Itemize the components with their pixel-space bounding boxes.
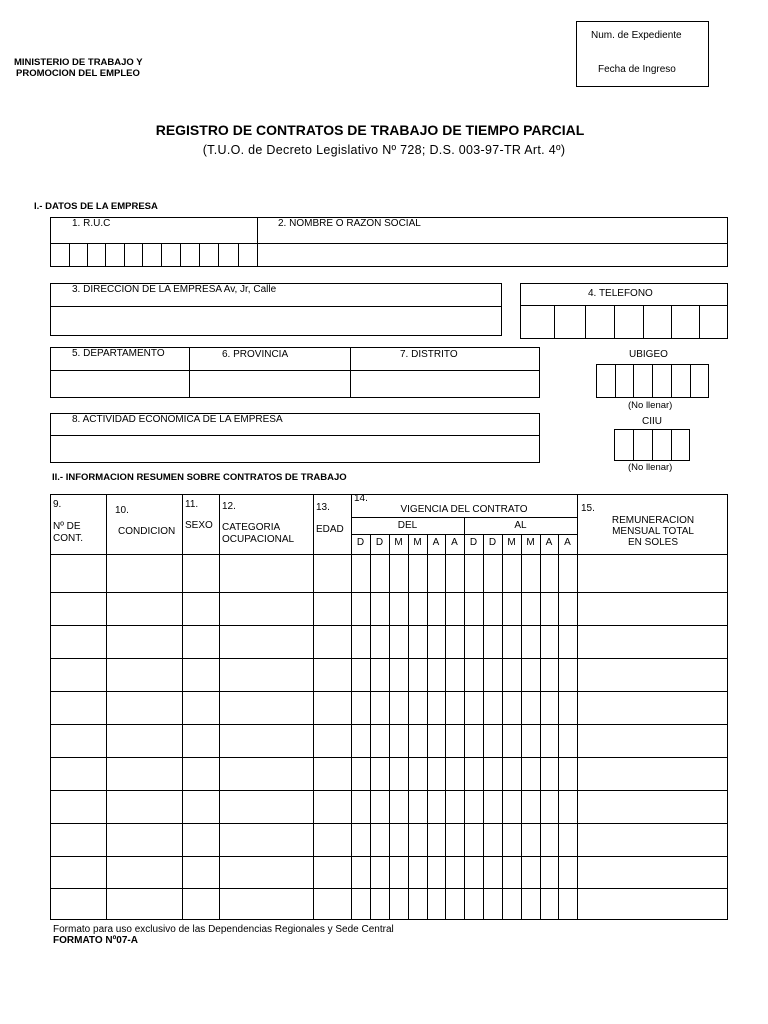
col10-number: 10. — [115, 505, 129, 516]
table-cell-input[interactable] — [390, 791, 408, 823]
table-cell-input[interactable] — [51, 593, 106, 625]
table-cell-input[interactable] — [314, 593, 351, 625]
table-cell-input[interactable] — [578, 555, 728, 592]
table-cell-input[interactable] — [465, 555, 483, 592]
table-cell-input[interactable] — [371, 555, 389, 592]
table-cell-input[interactable] — [522, 758, 540, 790]
table-cell-input[interactable] — [371, 626, 389, 658]
date-letter-2: M — [394, 537, 403, 548]
table-cell-input[interactable] — [390, 857, 408, 888]
table-row — [50, 757, 728, 790]
table-cell-input[interactable] — [446, 626, 464, 658]
table-cell-input[interactable] — [183, 659, 219, 691]
table-cell-input[interactable] — [352, 593, 370, 625]
table-row — [50, 856, 728, 888]
table-cell-input[interactable] — [409, 857, 427, 888]
table-cell-input[interactable] — [183, 889, 219, 920]
table-cell-input[interactable] — [578, 659, 728, 691]
ubigeo-digit-cell[interactable] — [634, 365, 652, 397]
table-cell-input[interactable] — [503, 824, 521, 856]
table-cell-input[interactable] — [107, 791, 182, 823]
table-cell-input[interactable] — [371, 692, 389, 724]
col13-number: 13. — [316, 502, 330, 513]
table-cell-input[interactable] — [390, 593, 408, 625]
telefono-digit-cell[interactable] — [644, 306, 671, 338]
ciiu-label: CIIU — [642, 416, 662, 427]
ruc-digit-cell[interactable] — [51, 244, 68, 266]
table-cell-input[interactable] — [51, 758, 106, 790]
ruc-digit-cell[interactable] — [124, 244, 141, 266]
col15-label-line1: REMUNERACION — [611, 515, 695, 526]
table-cell-input[interactable] — [220, 791, 313, 823]
table-cell-input[interactable] — [107, 824, 182, 856]
table-cell-input[interactable] — [541, 889, 558, 920]
table-row — [50, 592, 728, 625]
vigencia-al-label: AL — [514, 520, 527, 531]
table-cell-input[interactable] — [559, 659, 577, 691]
table-cell-input[interactable] — [409, 758, 427, 790]
ruc-digit-cell[interactable] — [142, 244, 160, 266]
table-cell-input[interactable] — [107, 857, 182, 888]
table-cell-input[interactable] — [183, 555, 219, 592]
ruc-digit-cell[interactable] — [69, 244, 86, 266]
table-cell-input[interactable] — [541, 626, 558, 658]
table-cell-input[interactable] — [183, 626, 219, 658]
distrito-input[interactable] — [351, 371, 539, 397]
table-row — [50, 724, 728, 757]
col12-label-line1: CATEGORIA — [222, 522, 281, 533]
table-cell-input[interactable] — [428, 692, 445, 724]
table-cell-input[interactable] — [390, 692, 408, 724]
table-cell-input[interactable] — [559, 725, 577, 757]
table-cell-input[interactable] — [484, 725, 502, 757]
date-letter-1: D — [375, 537, 384, 548]
table-cell-input[interactable] — [220, 824, 313, 856]
table-cell-input[interactable] — [220, 857, 313, 888]
ubigeo-digit-cell[interactable] — [691, 365, 709, 397]
table-cell-input[interactable] — [559, 889, 577, 920]
table-cell-input[interactable] — [183, 593, 219, 625]
table-cell-input[interactable] — [522, 857, 540, 888]
table-cell-input[interactable] — [484, 626, 502, 658]
table-cell-input[interactable] — [446, 692, 464, 724]
table-cell-input[interactable] — [409, 725, 427, 757]
table-cell-input[interactable] — [107, 659, 182, 691]
table-cell-input[interactable] — [352, 659, 370, 691]
table-cell-input[interactable] — [107, 626, 182, 658]
table-cell-input[interactable] — [371, 725, 389, 757]
nombre-label: 2. NOMBRE O RAZON SOCIAL — [278, 218, 421, 229]
table-cell-input[interactable] — [352, 692, 370, 724]
table-cell-input[interactable] — [314, 626, 351, 658]
table-cell-input[interactable] — [371, 857, 389, 888]
table-cell-input[interactable] — [578, 824, 728, 856]
table-cell-input[interactable] — [428, 626, 445, 658]
telefono-digit-cell[interactable] — [555, 306, 585, 338]
table-cell-input[interactable] — [220, 692, 313, 724]
col13-label: EDAD — [316, 524, 344, 535]
ciiu-digit-cell[interactable] — [615, 430, 633, 460]
table-cell-input[interactable] — [107, 555, 182, 592]
departamento-input[interactable] — [51, 371, 188, 397]
date-letter-4: A — [432, 537, 440, 548]
table-cell-input[interactable] — [446, 889, 464, 920]
table-cell-input[interactable] — [51, 791, 106, 823]
col12-number: 12. — [222, 501, 236, 512]
ubigeo-digit-cell[interactable] — [616, 365, 633, 397]
table-cell-input[interactable] — [503, 725, 521, 757]
table-cell-input[interactable] — [390, 659, 408, 691]
ruc-digit-cell[interactable] — [105, 244, 123, 266]
table-row — [50, 691, 728, 724]
table-cell-input[interactable] — [314, 692, 351, 724]
table-row — [50, 554, 728, 592]
table-cell-input[interactable] — [446, 758, 464, 790]
table-cell-input[interactable] — [183, 857, 219, 888]
section-2-heading: II.- INFORMACION RESUMEN SOBRE CONTRATOS DE TRABAJO — [52, 472, 347, 483]
table-row — [50, 790, 728, 823]
date-letter-5: A — [451, 537, 458, 548]
table-cell-input[interactable] — [484, 659, 502, 691]
table-cell-input[interactable] — [409, 889, 427, 920]
table-cell-input[interactable] — [446, 857, 464, 888]
table-cell-input[interactable] — [559, 824, 577, 856]
col15-label-line2: MENSUAL TOTAL — [612, 526, 694, 537]
table-cell-input[interactable] — [465, 889, 483, 920]
table-cell-input[interactable] — [578, 791, 728, 823]
table-row — [50, 658, 728, 691]
date-letter-10: A — [545, 537, 553, 548]
table-cell-input[interactable] — [107, 593, 182, 625]
table-cell-input[interactable] — [559, 692, 577, 724]
table-cell-input[interactable] — [465, 758, 483, 790]
ruc-digit-cell[interactable] — [180, 244, 198, 266]
table-cell-input[interactable] — [220, 555, 313, 592]
col14-label: VIGENCIA DEL CONTRATO — [400, 504, 528, 515]
table-cell-input[interactable] — [183, 758, 219, 790]
table-cell-input[interactable] — [503, 758, 521, 790]
ubigeo-digit-cell[interactable] — [653, 365, 671, 397]
vigencia-del-label: DEL — [397, 520, 418, 531]
departamento-label: 5. DEPARTAMENTO — [72, 348, 165, 359]
table-cell-input[interactable] — [390, 725, 408, 757]
table-cell-input[interactable] — [314, 889, 351, 920]
table-cell-input[interactable] — [446, 593, 464, 625]
table-cell-input[interactable] — [503, 889, 521, 920]
table-cell-input[interactable] — [51, 824, 106, 856]
distrito-label: 7. DISTRITO — [400, 349, 458, 360]
col11-label: SEXO — [185, 520, 213, 531]
table-cell-input[interactable] — [578, 857, 728, 888]
table-cell-input[interactable] — [51, 725, 106, 757]
table-cell-input[interactable] — [352, 889, 370, 920]
table-cell-input[interactable] — [559, 758, 577, 790]
table-cell-input[interactable] — [446, 555, 464, 592]
table-cell-input[interactable] — [51, 659, 106, 691]
table-cell-input[interactable] — [428, 659, 445, 691]
table-cell-input[interactable] — [220, 758, 313, 790]
table-row — [50, 625, 728, 658]
table-cell-input[interactable] — [465, 626, 483, 658]
table-cell-input[interactable] — [503, 857, 521, 888]
table-cell-input[interactable] — [220, 626, 313, 658]
table-cell-input[interactable] — [503, 659, 521, 691]
table-cell-input[interactable] — [107, 889, 182, 920]
table-row — [50, 888, 728, 920]
table-cell-input[interactable] — [390, 555, 408, 592]
table-cell-input[interactable] — [220, 889, 313, 920]
col15-number: 15. — [581, 503, 595, 514]
table-cell-input[interactable] — [428, 791, 445, 823]
col14-number: 14. — [354, 493, 368, 504]
table-cell-input[interactable] — [541, 659, 558, 691]
table-cell-input[interactable] — [352, 725, 370, 757]
table-cell-input[interactable] — [465, 725, 483, 757]
date-letter-8: M — [507, 537, 516, 548]
ruc-digit-cell[interactable] — [199, 244, 217, 266]
table-cell-input[interactable] — [390, 824, 408, 856]
telefono-digit-cell[interactable] — [586, 306, 614, 338]
table-cell-input[interactable] — [503, 593, 521, 625]
table-cell-input[interactable] — [541, 692, 558, 724]
col11-number: 11. — [185, 499, 199, 510]
table-cell-input[interactable] — [390, 889, 408, 920]
table-cell-input[interactable] — [465, 659, 483, 691]
table-cell-input[interactable] — [352, 758, 370, 790]
table-cell-input[interactable] — [578, 593, 728, 625]
table-cell-input[interactable] — [352, 824, 370, 856]
table-cell-input[interactable] — [314, 824, 351, 856]
ubigeo-label: UBIGEO — [629, 349, 668, 360]
table-cell-input[interactable] — [484, 593, 502, 625]
table-cell-input[interactable] — [352, 857, 370, 888]
table-cell-input[interactable] — [314, 758, 351, 790]
direccion-label: 3. DIRECCION DE LA EMPRESA Av, Jr, Calle — [72, 284, 277, 295]
table-cell-input[interactable] — [484, 889, 502, 920]
date-letter-9: M — [526, 537, 535, 548]
table-cell-input[interactable] — [503, 626, 521, 658]
ciiu-digit-cell[interactable] — [653, 430, 671, 460]
ruc-digit-cell[interactable] — [87, 244, 104, 266]
table-cell-input[interactable] — [578, 725, 728, 757]
table-cell-input[interactable] — [428, 725, 445, 757]
telefono-digit-cell[interactable] — [672, 306, 699, 338]
formato-code: FORMATO Nº07-A — [53, 935, 138, 946]
page-title: REGISTRO DE CONTRATOS DE TRABAJO DE TIEMPO PARCIAL — [155, 122, 585, 138]
table-cell-input[interactable] — [484, 857, 502, 888]
table-cell-input[interactable] — [484, 555, 502, 592]
no-llenar-note-1: (No llenar) — [628, 400, 673, 411]
telefono-digit-cell[interactable] — [521, 306, 554, 338]
provincia-label: 6. PROVINCIA — [222, 349, 289, 360]
table-cell-input[interactable] — [51, 555, 106, 592]
table-cell-input[interactable] — [465, 593, 483, 625]
table-cell-input[interactable] — [522, 593, 540, 625]
telefono-label: 4. TELEFONO — [588, 288, 653, 299]
table-cell-input[interactable] — [559, 791, 577, 823]
table-cell-input[interactable] — [220, 725, 313, 757]
ruc-digit-cell[interactable] — [218, 244, 237, 266]
table-cell-input[interactable] — [578, 758, 728, 790]
date-letter-3: M — [413, 537, 422, 548]
table-cell-input[interactable] — [220, 659, 313, 691]
col12-label-line2: OCUPACIONAL — [222, 534, 295, 545]
table-cell-input[interactable] — [314, 857, 351, 888]
table-cell-input[interactable] — [51, 857, 106, 888]
ruc-digit-cell[interactable] — [238, 244, 256, 266]
table-cell-input[interactable] — [409, 692, 427, 724]
table-cell-input[interactable] — [107, 758, 182, 790]
table-cell-input[interactable] — [484, 692, 502, 724]
table-cell-input[interactable] — [465, 692, 483, 724]
section-1-heading: I.- DATOS DE LA EMPRESA — [34, 201, 158, 212]
table-cell-input[interactable] — [541, 791, 558, 823]
table-cell-input[interactable] — [446, 725, 464, 757]
actividad-label: 8. ACTIVIDAD ECONOMICA DE LA EMPRESA — [72, 414, 283, 425]
table-cell-input[interactable] — [51, 692, 106, 724]
table-cell-input[interactable] — [559, 593, 577, 625]
table-cell-input[interactable] — [183, 791, 219, 823]
table-cell-input[interactable] — [371, 791, 389, 823]
table-cell-input[interactable] — [428, 593, 445, 625]
table-cell-input[interactable] — [409, 593, 427, 625]
table-cell-input[interactable] — [428, 824, 445, 856]
provincia-input[interactable] — [190, 371, 349, 397]
table-cell-input[interactable] — [409, 824, 427, 856]
table-cell-input[interactable] — [314, 791, 351, 823]
table-cell-input[interactable] — [484, 758, 502, 790]
table-cell-input[interactable] — [107, 692, 182, 724]
table-cell-input[interactable] — [503, 692, 521, 724]
table-cell-input[interactable] — [371, 758, 389, 790]
table-cell-input[interactable] — [371, 593, 389, 625]
footer-note: Formato para uso exclusivo de las Dependencias Regionales y Sede Central — [53, 924, 394, 935]
table-cell-input[interactable] — [484, 791, 502, 823]
table-cell-input[interactable] — [465, 791, 483, 823]
table-cell-input[interactable] — [522, 725, 540, 757]
table-cell-input[interactable] — [522, 889, 540, 920]
table-cell-input[interactable] — [522, 626, 540, 658]
table-cell-input[interactable] — [559, 626, 577, 658]
col9-label-line1: Nº DE — [53, 521, 81, 532]
telefono-digit-cell[interactable] — [700, 306, 728, 338]
table-cell-input[interactable] — [541, 725, 558, 757]
table-cell-input[interactable] — [559, 857, 577, 888]
ministry-line-2: PROMOCION DEL EMPLEO — [16, 68, 140, 79]
actividad-input[interactable] — [51, 436, 539, 462]
ciiu-digit-cell[interactable] — [672, 430, 690, 460]
table-cell-input[interactable] — [446, 824, 464, 856]
ruc-label: 1. R.U.C — [72, 218, 111, 229]
expediente-label: Num. de Expediente — [591, 30, 682, 41]
fecha-ingreso-label: Fecha de Ingreso — [598, 64, 676, 75]
ruc-digit-cell[interactable] — [161, 244, 179, 266]
table-cell-input[interactable] — [51, 626, 106, 658]
table-cell-input[interactable] — [428, 857, 445, 888]
table-cell-input[interactable] — [503, 791, 521, 823]
col9-number: 9. — [53, 499, 62, 510]
table-cell-input[interactable] — [390, 758, 408, 790]
ciiu-digit-cell[interactable] — [634, 430, 652, 460]
table-cell-input[interactable] — [541, 824, 558, 856]
date-letter-7: D — [488, 537, 497, 548]
table-cell-input[interactable] — [390, 626, 408, 658]
table-cell-input[interactable] — [428, 758, 445, 790]
nombre-input[interactable] — [258, 244, 727, 266]
date-letter-11: A — [564, 537, 571, 548]
table-cell-input[interactable] — [578, 889, 728, 920]
table-cell-input[interactable] — [465, 857, 483, 888]
table-cell-input[interactable] — [409, 791, 427, 823]
date-letter-0: D — [356, 537, 365, 548]
date-letter-6: D — [469, 537, 478, 548]
table-cell-input[interactable] — [409, 555, 427, 592]
table-cell-input[interactable] — [446, 791, 464, 823]
table-cell-input[interactable] — [541, 758, 558, 790]
table-cell-input[interactable] — [446, 659, 464, 691]
table-cell-input[interactable] — [578, 626, 728, 658]
table-cell-input[interactable] — [578, 692, 728, 724]
table-cell-input[interactable] — [352, 626, 370, 658]
table-cell-input[interactable] — [107, 725, 182, 757]
table-row — [50, 823, 728, 856]
table-cell-input[interactable] — [522, 555, 540, 592]
table-cell-input[interactable] — [51, 889, 106, 920]
table-cell-input[interactable] — [371, 659, 389, 691]
col15-label-line3: EN SOLES — [627, 537, 679, 548]
ministry-line-1: MINISTERIO DE TRABAJO Y — [14, 57, 143, 68]
table-cell-input[interactable] — [352, 555, 370, 592]
table-cell-input[interactable] — [559, 555, 577, 592]
table-cell-input[interactable] — [522, 791, 540, 823]
table-cell-input[interactable] — [352, 791, 370, 823]
table-cell-input[interactable] — [428, 889, 445, 920]
ubigeo-digit-cell[interactable] — [597, 365, 615, 397]
col9-label-line2: CONT. — [53, 533, 83, 544]
ubigeo-digit-cell[interactable] — [672, 365, 690, 397]
table-cell-input[interactable] — [220, 593, 313, 625]
table-cell-input[interactable] — [522, 659, 540, 691]
table-cell-input[interactable] — [314, 659, 351, 691]
table-cell-input[interactable] — [541, 593, 558, 625]
table-cell-input[interactable] — [522, 692, 540, 724]
table-cell-input[interactable] — [503, 555, 521, 592]
table-cell-input[interactable] — [428, 555, 445, 592]
table-cell-input[interactable] — [371, 824, 389, 856]
table-cell-input[interactable] — [484, 824, 502, 856]
no-llenar-note-2: (No llenar) — [628, 462, 673, 473]
table-cell-input[interactable] — [314, 725, 351, 757]
table-cell-input[interactable] — [409, 659, 427, 691]
table-cell-input[interactable] — [541, 555, 558, 592]
col10-label: CONDICION — [118, 526, 176, 537]
direccion-input[interactable] — [51, 307, 501, 335]
table-cell-input[interactable] — [314, 555, 351, 592]
table-cell-input[interactable] — [541, 857, 558, 888]
table-cell-input[interactable] — [183, 692, 219, 724]
page-subtitle: (T.U.O. de Decreto Legislativo Nº 728; D.S. 003-97-TR Art. 4º) — [202, 143, 566, 157]
table-cell-input[interactable] — [183, 824, 219, 856]
table-cell-input[interactable] — [522, 824, 540, 856]
table-cell-input[interactable] — [371, 889, 389, 920]
table-cell-input[interactable] — [409, 626, 427, 658]
telefono-digit-cell[interactable] — [615, 306, 643, 338]
table-cell-input[interactable] — [183, 725, 219, 757]
table-cell-input[interactable] — [465, 824, 483, 856]
